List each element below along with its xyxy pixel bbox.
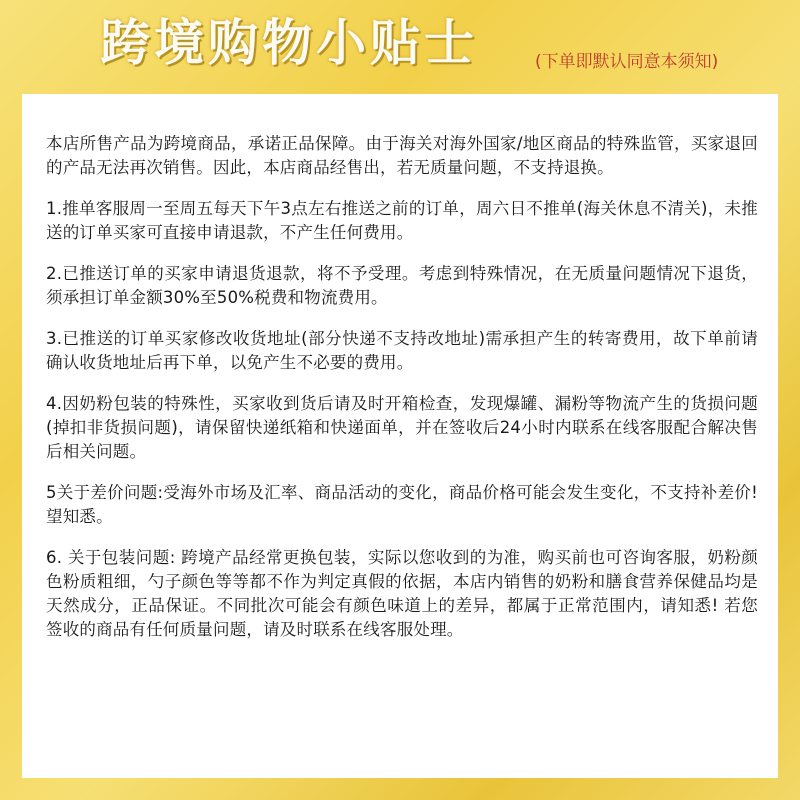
notice-item-6: 6. 关于包装问题: 跨境产品经常更换包装，实际以您收到的为准，购买前也可咨询客服，奶粉颜色粉质粗细，勺子颜色等等都不作为判定真假的依据，本店内销售的奶粉和膳食营养保健品均是天然成分，正品保证。不同批次可能会有颜色味道上的差异，都属于正常范围内，请知悉! 若您签收的商品有任何质量问题，请及时联系在线客服处理。: [46, 548, 758, 639]
page-title: 跨境购物小贴士: [100, 14, 478, 72]
page-subtitle: (下单即默认同意本须知): [535, 52, 719, 72]
notice-item-2: 2.已推送订单的买家申请退货退款，将不予受理。考虑到特殊情况，在无质量问题情况下退货，须承担订单金额30%至50%税费和物流费用。: [46, 264, 758, 307]
notice-item-1: 1.推单客服周一至周五每天下午3点左右推送之前的订单，周六日不推单(海关休息不清关)，未推送的订单买家可直接申请退款，不产生任何费用。: [46, 199, 758, 242]
notice-item-5: 5关于差价问题:受海外市场及汇率、商品活动的变化，商品价格可能会发生变化，不支持补差价!望知悉。: [46, 483, 758, 526]
notice-content-panel: [22, 94, 778, 778]
notice-item-4: 4.因奶粉包装的特殊性，买家收到货后请及时开箱检查，发现爆罐、漏粉等物流产生的货损问题(掉扣非货损问题)，请保留快递纸箱和快递面单，并在签收后24小时内联系在线客服配合解决售后相关问题。: [46, 394, 758, 461]
header-banner: [0, 0, 800, 90]
notice-intro-paragraph: 本店所售产品为跨境商品，承诺正品保障。由于海关对海外国家/地区商品的特殊监管，买家退回的产品无法再次销售。因此，本店商品经售出，若无质量问题，不支持退换。: [46, 134, 758, 177]
notice-item-3: 3.已推送的订单买家修改收货地址(部分快递不支持改地址)需承担产生的转寄费用，故下单前请确认收货地址后再下单，以免产生不必要的费用。: [46, 329, 758, 372]
